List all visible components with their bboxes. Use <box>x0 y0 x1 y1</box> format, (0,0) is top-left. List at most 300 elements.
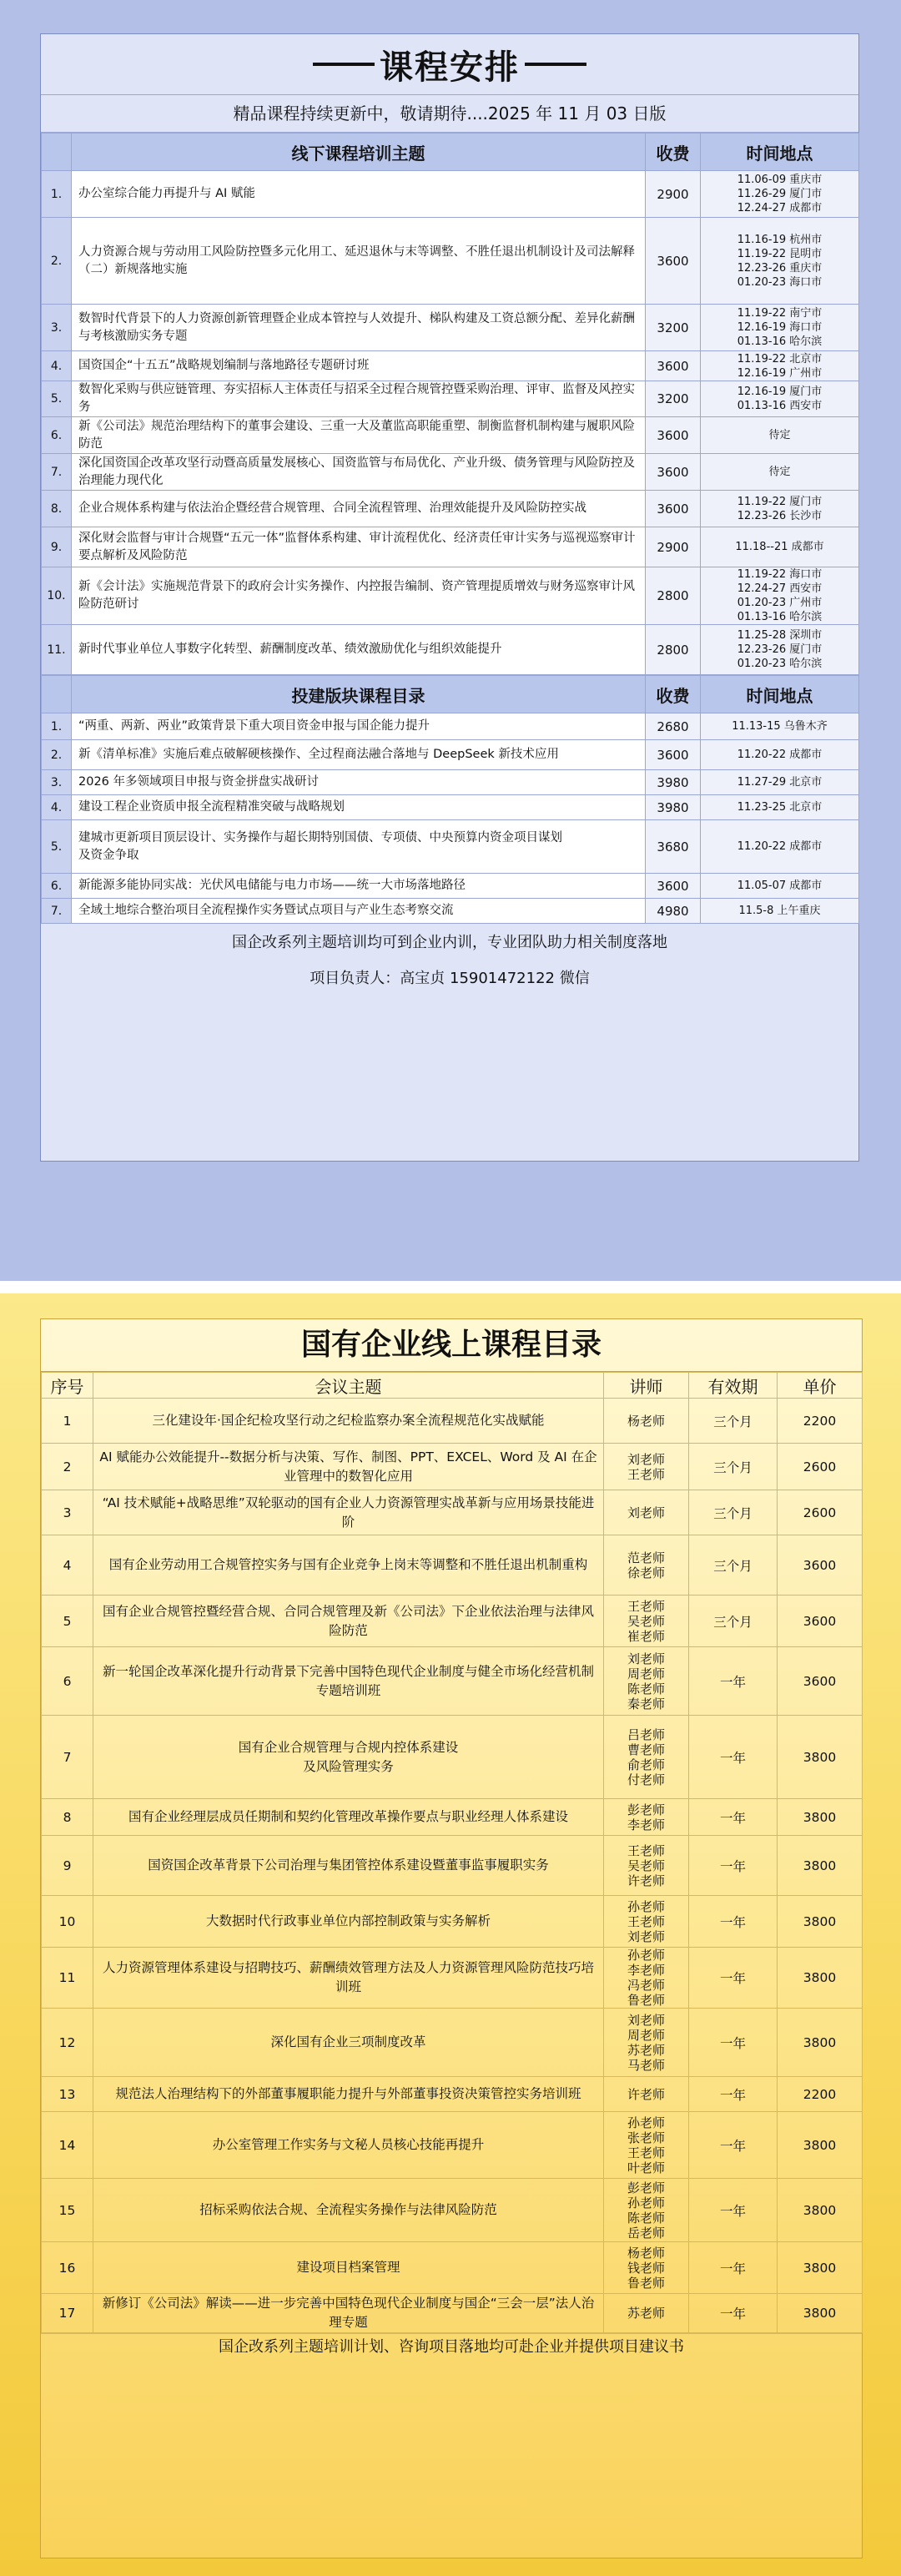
online-course-index: 15 <box>42 2179 93 2242</box>
online-course-index: 5 <box>42 1596 93 1647</box>
online-course-teachers <box>604 1716 689 1799</box>
schedule-title <box>41 34 858 95</box>
online-course-teacher: 徐老师 <box>627 1565 665 1580</box>
investment-course-row-topic: 全域土地综合整治项目全流程操作实务暨试点项目与产业生态考察交流 <box>72 899 646 924</box>
online-course-topic: 新修订《公司法》解读——进一步完善中国特色现代企业制度与国企“三会一层”法人治理专题 <box>93 2294 604 2333</box>
online-course-price: 3800 <box>778 1896 863 1948</box>
investment-course-row <box>42 713 859 740</box>
online-course-topic: 建设项目档案管理 <box>93 2242 604 2294</box>
offline-header-idx <box>42 134 72 171</box>
offline-header-place: 时间地点 <box>701 134 859 171</box>
online-course-rows <box>42 1399 863 2333</box>
online-course-validity: 三个月 <box>689 1490 778 1535</box>
offline-course-row-index: 2. <box>42 218 72 305</box>
offline-course-row-place-line: 11.19-22 海口市 <box>737 568 823 581</box>
online-course-teacher: 王老师 <box>627 1843 665 1858</box>
offline-course-row-place-line: 11.19-22 昆明市 <box>737 247 823 260</box>
online-course-teachers <box>604 1399 689 1444</box>
offline-course-row-place-line: 待定 <box>768 429 791 441</box>
online-course-teachers <box>604 1647 689 1716</box>
online-course-teachers <box>604 1596 689 1647</box>
investment-course-row-place <box>701 770 859 795</box>
investment-course-row-index: 5. <box>42 820 72 874</box>
offline-course-row-index: 10. <box>42 567 72 625</box>
online-course-validity: 一年 <box>689 2009 778 2077</box>
offline-course-row-fee: 3600 <box>646 454 701 491</box>
online-course-price: 3800 <box>778 2242 863 2294</box>
online-course-index: 1 <box>42 1399 93 1444</box>
investment-course-row-index: 7. <box>42 899 72 924</box>
online-course-price: 3600 <box>778 1596 863 1647</box>
offline-course-row-place-line: 11.26-29 厦门市 <box>737 188 823 200</box>
online-course-teachers <box>604 1490 689 1535</box>
offline-course-row-index: 3. <box>42 305 72 351</box>
investment-header-topic: 投建版块课程目录 <box>72 676 646 713</box>
investment-course-row-fee: 2680 <box>646 713 701 740</box>
online-course-price: 3800 <box>778 1948 863 2009</box>
online-course-teacher: 冯老师 <box>627 1978 665 1993</box>
online-course-index: 8 <box>42 1799 93 1836</box>
online-course-teacher: 苏老师 <box>627 2042 665 2058</box>
online-course-teacher: 俞老师 <box>627 1757 665 1772</box>
offline-course-row-place-line: 11.16-19 杭州市 <box>737 233 823 246</box>
online-course-teacher: 吕老师 <box>627 1727 665 1742</box>
online-course-row <box>42 1948 863 2009</box>
offline-course-row-topic: 人力资源合规与劳动用工风险防控暨多元化用工、延迟退休与末等调整、不胜任退出机制设计及司法解释（二）新规落地实施 <box>72 218 646 305</box>
offline-course-row-place <box>701 625 859 675</box>
offline-course-row-topic: 办公室综合能力再提升与 AI 赋能 <box>72 171 646 218</box>
online-course-price: 3800 <box>778 2112 863 2179</box>
online-course-topic: 深化国有企业三项制度改革 <box>93 2009 604 2077</box>
online-course-teachers <box>604 1535 689 1596</box>
online-course-validity: 三个月 <box>689 1596 778 1647</box>
online-course-topic: 新一轮国企改革深化提升行动背景下完善中国特色现代企业制度与健全市场化经营机制专题培训班 <box>93 1647 604 1716</box>
online-course-validity: 三个月 <box>689 1399 778 1444</box>
online-course-price: 2600 <box>778 1490 863 1535</box>
online-course-index: 4 <box>42 1535 93 1596</box>
online-course-teacher: 鲁老师 <box>627 2275 665 2291</box>
online-course-teacher: 许老师 <box>627 1873 665 1888</box>
investment-course-row <box>42 874 859 899</box>
schedule-subtitle: 精品课程持续更新中，敬请期待....2025 年 11 月 03 日版 <box>41 95 858 133</box>
offline-course-row-topic: 企业合规体系构建与依法治企暨经营合规管理、合同全流程管理、治理效能提升及风险防控实战 <box>72 491 646 527</box>
investment-course-row-index: 6. <box>42 874 72 899</box>
offline-course-row-place-line: 12.16-19 广州市 <box>737 366 823 380</box>
online-course-teacher: 钱老师 <box>627 2260 665 2276</box>
investment-course-row-place-line: 11.20-22 成都市 <box>737 749 823 761</box>
offline-course-row-place <box>701 171 859 218</box>
offline-course-row <box>42 625 859 675</box>
offline-course-row <box>42 527 859 567</box>
offline-course-row-fee: 2900 <box>646 527 701 567</box>
offline-course-row-fee: 3600 <box>646 351 701 381</box>
online-course-teacher: 孙老师 <box>627 1948 665 1963</box>
offline-course-row <box>42 381 859 417</box>
offline-course-row-fee: 2800 <box>646 625 701 675</box>
offline-course-row-index: 7. <box>42 454 72 491</box>
course-schedule-panel <box>0 0 901 1281</box>
investment-course-row <box>42 770 859 795</box>
online-course-teacher: 孙老师 <box>627 1898 665 1914</box>
online-course-price: 3800 <box>778 1716 863 1799</box>
investment-course-row-topic: 建设工程企业资质申报全流程精准突破与战略规划 <box>72 795 646 820</box>
investment-course-row-place <box>701 740 859 770</box>
offline-course-row-place <box>701 417 859 454</box>
offline-course-row-topic: 国资国企“十五五”战略规划编制与落地路径专题研讨班 <box>72 351 646 381</box>
online-course-row <box>42 2112 863 2179</box>
online-course-teacher: 张老师 <box>627 2130 665 2145</box>
offline-course-row-fee: 2900 <box>646 171 701 218</box>
online-course-validity: 一年 <box>689 1716 778 1799</box>
investment-course-row-place <box>701 713 859 740</box>
online-course-row <box>42 1490 863 1535</box>
online-course-teachers <box>604 1948 689 2009</box>
online-course-price: 3800 <box>778 1836 863 1896</box>
offline-course-row-place-line: 01.20-23 海口市 <box>737 275 823 289</box>
offline-course-row-place <box>701 351 859 381</box>
online-course-teachers <box>604 2242 689 2294</box>
online-course-teachers <box>604 2009 689 2077</box>
online-course-row <box>42 2009 863 2077</box>
offline-course-row-place-line: 12.23-26 重庆市 <box>737 261 823 275</box>
offline-course-row-place-line: 12.23-26 厦门市 <box>737 643 823 656</box>
online-course-teacher: 陈老师 <box>627 2210 665 2226</box>
offline-course-row-index: 1. <box>42 171 72 218</box>
online-course-validity: 三个月 <box>689 1535 778 1596</box>
online-header-teacher: 讲师 <box>604 1373 689 1399</box>
online-course-teacher: 李老师 <box>627 1817 665 1832</box>
offline-course-row-place-line: 12.24-27 成都市 <box>737 202 823 214</box>
offline-course-row <box>42 351 859 381</box>
offline-course-table <box>41 133 859 675</box>
offline-course-row-place-line: 12.23-26 长沙市 <box>737 509 823 522</box>
offline-course-rows <box>42 171 859 675</box>
investment-course-row-topic: 2026 年多领域项目申报与资金拼盘实战研讨 <box>72 770 646 795</box>
online-course-teacher: 孙老师 <box>627 2195 665 2211</box>
online-course-row <box>42 1444 863 1490</box>
investment-course-row-place <box>701 795 859 820</box>
online-course-teacher: 杨老师 <box>627 2245 665 2261</box>
offline-course-row-topic: 新《会计法》实施规范背景下的政府会计实务操作、内控报告编制、资产管理提质增效与财务巡察审计风险防范研讨 <box>72 567 646 625</box>
investment-course-row-place-line: 11.20-22 成都市 <box>737 840 823 853</box>
online-course-price: 3800 <box>778 2179 863 2242</box>
online-header-row <box>42 1373 863 1399</box>
online-course-row <box>42 1799 863 1836</box>
online-course-validity: 一年 <box>689 1647 778 1716</box>
online-course-validity: 一年 <box>689 2112 778 2179</box>
online-course-topic: 国有企业劳动用工合规管控实务与国有企业竞争上岗末等调整和不胜任退出机制重构 <box>93 1535 604 1596</box>
investment-course-row-place-line: 11.13-15 乌鲁木齐 <box>732 720 828 733</box>
offline-course-row-place <box>701 527 859 567</box>
investment-course-row <box>42 795 859 820</box>
offline-course-row-place-line: 11.18--21 成都市 <box>735 541 824 553</box>
online-course-teacher: 王老师 <box>627 1598 665 1614</box>
investment-course-row-place <box>701 874 859 899</box>
offline-course-row <box>42 454 859 491</box>
online-course-teacher: 马老师 <box>627 2057 665 2073</box>
offline-course-row-index: 8. <box>42 491 72 527</box>
online-course-index: 7 <box>42 1716 93 1799</box>
schedule-title-text: 课程安排 <box>380 48 520 87</box>
online-course-price: 3800 <box>778 2009 863 2077</box>
online-course-index: 11 <box>42 1948 93 2009</box>
offline-course-row-fee: 3200 <box>646 381 701 417</box>
offline-course-row-index: 4. <box>42 351 72 381</box>
schedule-footer-note: 国企改系列主题培训均可到企业内训，专业团队助力相关制度落地 <box>232 934 667 951</box>
online-course-row <box>42 1535 863 1596</box>
online-course-price: 3600 <box>778 1647 863 1716</box>
offline-course-row-place-line: 01.20-23 哈尔滨 <box>737 658 823 670</box>
investment-course-row-place <box>701 899 859 924</box>
offline-header-topic: 线下课程培训主题 <box>72 134 646 171</box>
online-course-topic: 办公室管理工作实务与文秘人员核心技能再提升 <box>93 2112 604 2179</box>
investment-course-rows <box>42 713 859 924</box>
offline-course-row-fee: 2800 <box>646 567 701 625</box>
investment-course-row-place-line: 11.05-07 成都市 <box>737 880 823 892</box>
online-header-price: 单价 <box>778 1373 863 1399</box>
offline-course-row <box>42 218 859 305</box>
online-course-validity: 一年 <box>689 1836 778 1896</box>
investment-course-row-fee: 3980 <box>646 770 701 795</box>
investment-course-row-index: 4. <box>42 795 72 820</box>
offline-course-row-place <box>701 381 859 417</box>
course-schedule-card <box>40 33 859 1162</box>
online-course-teacher: 刘老师 <box>627 2012 665 2028</box>
online-course-index: 6 <box>42 1647 93 1716</box>
online-course-validity: 一年 <box>689 1799 778 1836</box>
offline-course-row-place-line: 01.13-16 哈尔滨 <box>737 611 823 623</box>
online-course-teacher: 杨老师 <box>627 1413 665 1429</box>
online-course-teachers <box>604 2294 689 2333</box>
online-course-validity: 三个月 <box>689 1444 778 1490</box>
investment-course-row-topic: 建城市更新项目顶层设计、实务操作与超长期特别国债、专项债、中央预算内资金项目谋划 及资金争取 <box>72 820 646 874</box>
offline-course-row-place-line: 11.19-22 厦门市 <box>737 495 823 508</box>
online-course-table <box>41 1372 863 2333</box>
online-course-topic: 国有企业合规管控暨经营合规、合同合规管理及新《公司法》下企业依法治理与法律风险防范 <box>93 1596 604 1647</box>
online-header-topic: 会议主题 <box>93 1373 604 1399</box>
online-course-topic: 招标采购依法合规、全流程实务操作与法律风险防范 <box>93 2179 604 2242</box>
online-course-topic: 大数据时代行政事业单位内部控制政策与实务解析 <box>93 1896 604 1948</box>
online-course-teacher: 吴老师 <box>627 1613 665 1629</box>
offline-course-row-topic: 新时代事业单位人事数字化转型、薪酬制度改革、绩效激励优化与组织效能提升 <box>72 625 646 675</box>
online-course-validity: 一年 <box>689 2077 778 2112</box>
online-course-validity: 一年 <box>689 2242 778 2294</box>
offline-course-row-index: 6. <box>42 417 72 454</box>
online-course-teacher: 彭老师 <box>627 1802 665 1817</box>
offline-course-row-index: 11. <box>42 625 72 675</box>
investment-course-row-index: 2. <box>42 740 72 770</box>
online-course-teacher: 刘老师 <box>627 1928 665 1944</box>
offline-course-row-place <box>701 454 859 491</box>
online-course-teachers <box>604 1836 689 1896</box>
online-course-index: 10 <box>42 1896 93 1948</box>
online-course-teacher: 王老师 <box>627 1913 665 1929</box>
online-course-teacher: 王老师 <box>627 1466 665 1482</box>
online-course-price: 3800 <box>778 1799 863 1836</box>
online-course-index: 12 <box>42 2009 93 2077</box>
online-course-topic: 国有企业合规管理与合规内控体系建设 及风险管理实务 <box>93 1716 604 1799</box>
online-course-teacher: 岳老师 <box>627 2225 665 2241</box>
offline-course-row-place-line: 01.20-23 广州市 <box>737 597 823 609</box>
online-course-validity: 一年 <box>689 1948 778 2009</box>
online-course-topic: 规范法人治理结构下的外部董事履职能力提升与外部董事投资决策管控实务培训班 <box>93 2077 604 2112</box>
online-course-topic: “AI 技术赋能+战略思维”双轮驱动的国有企业人力资源管理实战革新与应用场景技能进阶 <box>93 1490 604 1535</box>
online-course-teachers <box>604 2077 689 2112</box>
investment-course-row-topic: 新能源多能协同实战：光伏风电储能与电力市场——统一大市场落地路径 <box>72 874 646 899</box>
online-course-price: 2200 <box>778 2077 863 2112</box>
investment-header-fee: 收费 <box>646 676 701 713</box>
online-course-title: 国有企业线上课程目录 <box>41 1319 862 1372</box>
offline-course-row-place <box>701 491 859 527</box>
offline-course-row-topic: 深化财会监督与审计合规暨“五元一体”监督体系构建、审计流程优化、经济责任审计实务与巡视巡察审计要点解析及风险防范 <box>72 527 646 567</box>
online-course-row <box>42 2242 863 2294</box>
title-rule-left <box>313 63 375 66</box>
offline-course-row-index: 5. <box>42 381 72 417</box>
online-course-teacher: 周老师 <box>627 2027 665 2043</box>
title-rule-right <box>525 63 586 66</box>
online-course-validity: 一年 <box>689 1896 778 1948</box>
offline-course-row-place-line: 11.19-22 南宁市 <box>737 307 823 320</box>
online-course-topic: 国有企业经理层成员任期制和契约化管理改革操作要点与职业经理人体系建设 <box>93 1799 604 1836</box>
online-course-price: 3800 <box>778 2294 863 2333</box>
online-course-teacher: 鲁老师 <box>627 1993 665 2008</box>
investment-header-row <box>42 676 859 713</box>
online-course-teacher: 刘老师 <box>627 1505 665 1520</box>
online-course-teacher: 李老师 <box>627 1963 665 1978</box>
investment-course-row-topic: “两重、两新、两业”政策背景下重大项目资金申报与国企能力提升 <box>72 713 646 740</box>
investment-course-row-place-line: 11.23-25 北京市 <box>737 801 823 814</box>
online-course-teacher: 付老师 <box>627 1772 665 1787</box>
online-course-teacher: 苏老师 <box>627 2306 665 2321</box>
online-course-teacher: 刘老师 <box>627 1451 665 1467</box>
online-course-topic: 国资国企改革背景下公司治理与集团管控体系建设暨董事监事履职实务 <box>93 1836 604 1896</box>
online-course-row <box>42 2294 863 2333</box>
online-course-teachers <box>604 2179 689 2242</box>
online-course-teachers <box>604 1799 689 1836</box>
online-course-teacher: 王老师 <box>627 2145 665 2160</box>
offline-course-row-place-line: 11.06-09 重庆市 <box>737 174 823 186</box>
offline-course-row <box>42 491 859 527</box>
offline-course-row <box>42 171 859 218</box>
offline-course-row-topic: 深化国资国企改革攻坚行动暨高质量发展核心、国资监管与布局优化、产业升级、债务管理与风险防控及治理能力现代化 <box>72 454 646 491</box>
offline-course-row-fee: 3600 <box>646 491 701 527</box>
online-course-price: 3600 <box>778 1535 863 1596</box>
online-course-price: 2600 <box>778 1444 863 1490</box>
investment-course-row-index: 3. <box>42 770 72 795</box>
offline-course-row-place <box>701 218 859 305</box>
online-course-row <box>42 2179 863 2242</box>
offline-course-row-place-line: 12.24-27 西安市 <box>737 582 823 595</box>
offline-course-row-fee: 3600 <box>646 218 701 305</box>
investment-course-row-index: 1. <box>42 713 72 740</box>
investment-course-row-place-line: 11.27-29 北京市 <box>737 776 823 789</box>
online-course-teacher: 吴老师 <box>627 1858 665 1873</box>
investment-course-row-place-line: 11.5-8 上午重庆 <box>738 905 821 917</box>
online-course-row <box>42 1596 863 1647</box>
online-course-teacher: 陈老师 <box>627 1681 665 1696</box>
online-course-topic: 三化建设年·国企纪检攻坚行动之纪检监察办案全流程规范化实战赋能 <box>93 1399 604 1444</box>
offline-course-row-place <box>701 305 859 351</box>
offline-header-fee: 收费 <box>646 134 701 171</box>
offline-course-row-index: 9. <box>42 527 72 567</box>
online-course-teacher: 许老师 <box>627 2086 665 2102</box>
schedule-contact: 项目负责人：高宝贞 15901472122 微信 <box>310 970 590 987</box>
investment-course-row-fee: 3600 <box>646 740 701 770</box>
offline-course-row-place-line: 11.25-28 深圳市 <box>737 629 823 642</box>
online-course-panel <box>0 1293 901 2576</box>
offline-course-row <box>42 567 859 625</box>
online-course-teacher: 孙老师 <box>627 2115 665 2130</box>
online-course-index: 3 <box>42 1490 93 1535</box>
online-course-row <box>42 1647 863 1716</box>
online-course-index: 14 <box>42 2112 93 2179</box>
offline-course-row <box>42 305 859 351</box>
investment-course-row-fee: 3980 <box>646 795 701 820</box>
offline-course-row-topic: 数智时代背景下的人力资源创新管理暨企业成本管控与人效提升、梯队构建及工资总额分配、差异化薪酬与考核激励实务专题 <box>72 305 646 351</box>
online-course-row <box>42 1896 863 1948</box>
offline-course-row-topic: 数智化采购与供应链管理、夯实招标人主体责任与招采全过程合规管控暨采购治理、评审、监督及风控实务 <box>72 381 646 417</box>
online-course-row <box>42 1399 863 1444</box>
online-course-teacher: 崔老师 <box>627 1628 665 1644</box>
online-course-index: 9 <box>42 1836 93 1896</box>
online-course-price: 2200 <box>778 1399 863 1444</box>
offline-course-row-place-line: 待定 <box>768 466 791 478</box>
online-course-teachers <box>604 2112 689 2179</box>
online-course-teacher: 秦老师 <box>627 1696 665 1711</box>
online-course-row <box>42 1836 863 1896</box>
online-course-teacher: 叶老师 <box>627 2160 665 2175</box>
investment-course-row-fee: 3600 <box>646 874 701 899</box>
offline-course-row-fee: 3200 <box>646 305 701 351</box>
online-course-topic: AI 赋能办公效能提升--数据分析与决策、写作、制图、PPT、EXCEL、Word 及 AI 在企业管理中的数智化应用 <box>93 1444 604 1490</box>
investment-course-row <box>42 740 859 770</box>
online-course-footer: 国企改系列主题培训计划、咨询项目落地均可赴企业并提供项目建议书 <box>41 2333 862 2361</box>
investment-course-row <box>42 820 859 874</box>
offline-course-row-topic: 新《公司法》规范治理结构下的董事会建设、三重一大及董监高职能重塑、制衡监督机制构建与履职风险防范 <box>72 417 646 454</box>
offline-course-row <box>42 417 859 454</box>
offline-header-row <box>42 134 859 171</box>
online-course-teacher: 刘老师 <box>627 1651 665 1666</box>
online-course-card <box>40 1318 863 2558</box>
offline-course-row-place-line: 01.13-16 西安市 <box>737 400 823 412</box>
online-course-row <box>42 2077 863 2112</box>
investment-course-row-fee: 4980 <box>646 899 701 924</box>
online-course-teachers <box>604 1896 689 1948</box>
offline-course-row-place-line: 12.16-19 海口市 <box>737 321 823 334</box>
investment-course-row-topic: 新《清单标准》实施后难点破解硬核操作、全过程商法融合落地与 DeepSeek 新技术应用 <box>72 740 646 770</box>
online-course-validity: 一年 <box>689 2294 778 2333</box>
offline-course-row-place-line: 01.13-16 哈尔滨 <box>737 335 823 348</box>
investment-header-place: 时间地点 <box>701 676 859 713</box>
online-course-row <box>42 1716 863 1799</box>
offline-course-row-fee: 3600 <box>646 417 701 454</box>
online-course-index: 13 <box>42 2077 93 2112</box>
investment-course-table <box>41 675 859 924</box>
online-course-index: 16 <box>42 2242 93 2294</box>
online-course-teacher: 曹老师 <box>627 1742 665 1757</box>
online-course-teacher: 周老师 <box>627 1666 665 1681</box>
investment-course-row <box>42 899 859 924</box>
online-course-teacher: 范老师 <box>627 1550 665 1565</box>
online-course-topic: 人力资源管理体系建设与招聘技巧、薪酬绩效管理方法及人力资源管理风险防范技巧培训班 <box>93 1948 604 2009</box>
investment-course-row-fee: 3680 <box>646 820 701 874</box>
online-header-idx: 序号 <box>42 1373 93 1399</box>
investment-header-idx <box>42 676 72 713</box>
offline-course-row-place-line: 11.19-22 北京市 <box>737 352 823 365</box>
offline-course-row-place-line: 12.16-19 厦门市 <box>737 386 823 398</box>
online-course-validity: 一年 <box>689 2179 778 2242</box>
offline-course-row-place <box>701 567 859 625</box>
